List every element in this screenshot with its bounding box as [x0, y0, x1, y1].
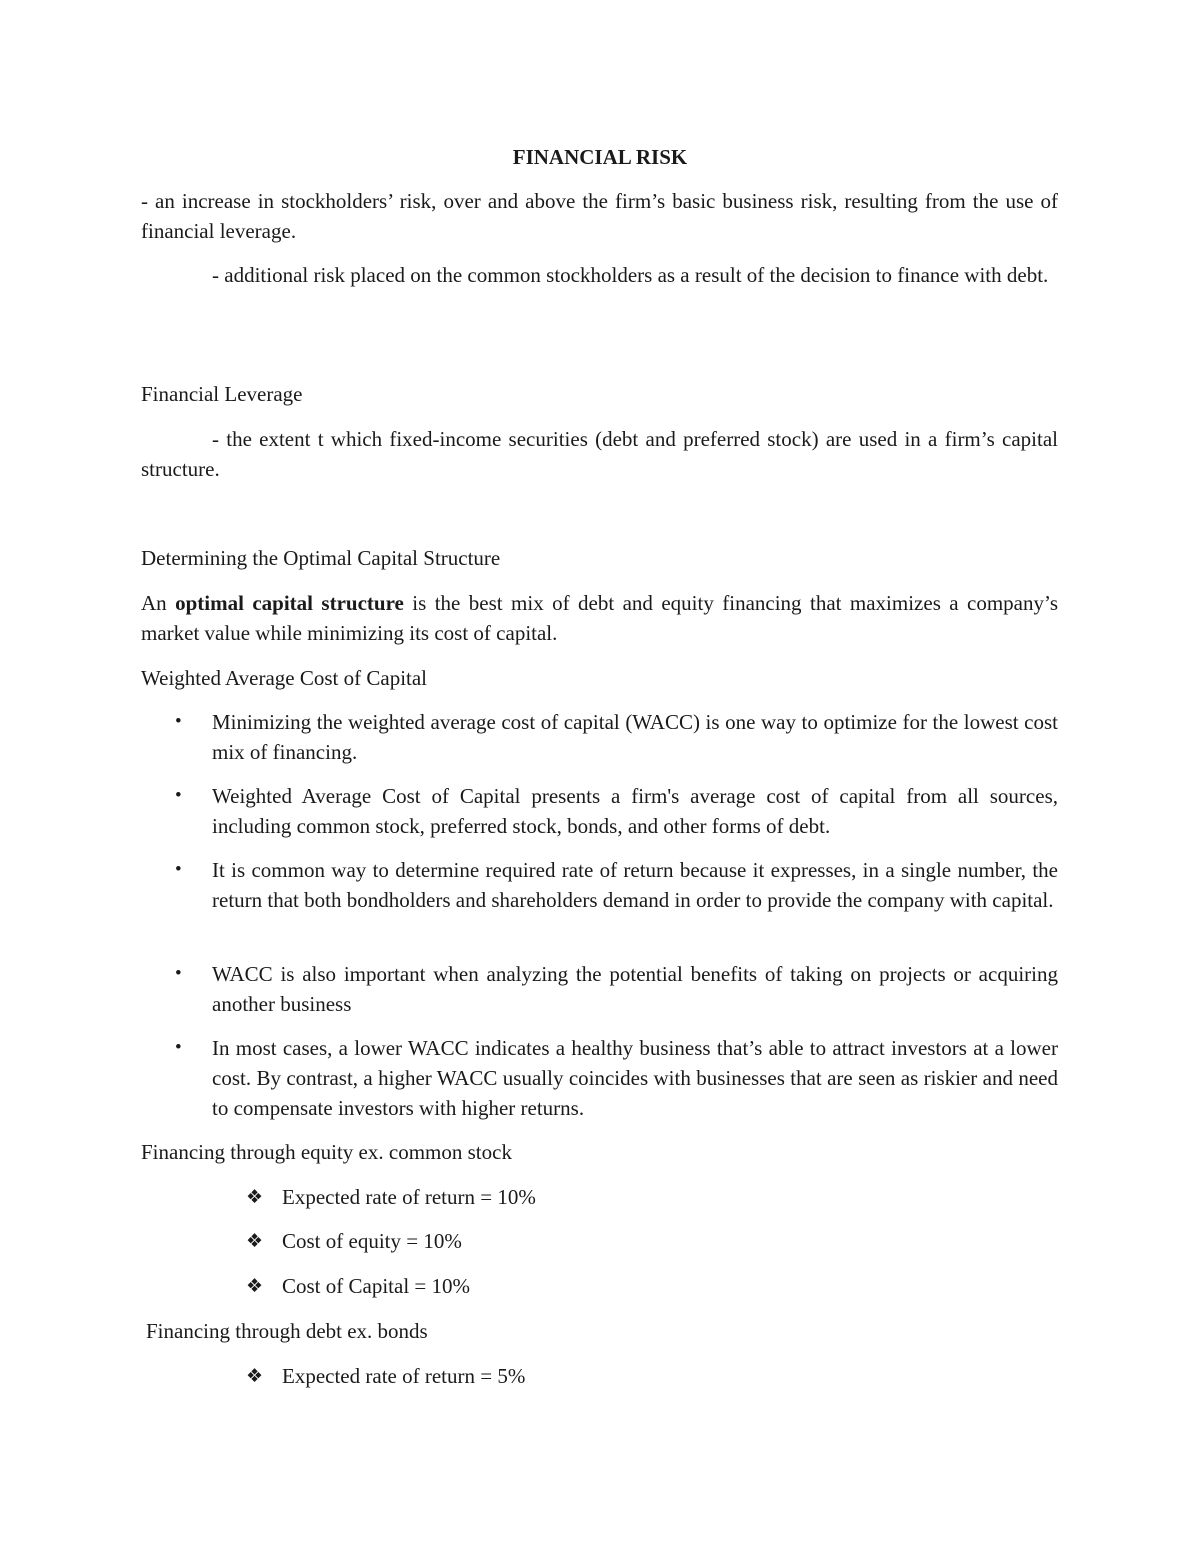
debt-financing-heading: Financing through debt ex. bonds	[146, 1319, 428, 1343]
page-title: FINANCIAL RISK	[512, 145, 688, 169]
wacc-bullet-item: WACC is also important when analyzing the potential benefits of taking on projects or acquiring another business	[212, 962, 1058, 1016]
optimal-structure-heading: Determining the Optimal Capital Structure	[141, 546, 501, 570]
optimal-post-text: is the best mix of debt and equity financing that maximizes a company’s market value while minimizing its cost of capital.	[141, 591, 1059, 645]
optimal-pre-text: An	[141, 591, 167, 615]
equity-financing-heading: Financing through equity ex. common stock	[141, 1140, 512, 1164]
bullet-icon: •	[175, 785, 182, 806]
debt-item: Expected rate of return = 5%	[282, 1364, 526, 1388]
wacc-bullet-item: Weighted Average Cost of Capital presents a firm's average cost of capital from all sources, including common stock, preferred stock, bonds, and other forms of debt.	[212, 784, 1058, 838]
wacc-bullet-item: In most cases, a lower WACC indicates a healthy business that’s able to attract investors at a lower cost. By contrast, a higher WACC usually coincides with businesses that are seen as riskier and need to compensate investors with higher returns.	[212, 1036, 1058, 1120]
bullet-icon: •	[175, 859, 182, 880]
diamond-bullet-icon: ❖	[246, 1230, 264, 1252]
bullet-icon: •	[175, 1037, 182, 1058]
optimal-bold-term: optimal capital structure	[175, 591, 404, 615]
financial-risk-definition-1: - an increase in stockholders’ risk, over and above the firm’s basic business risk, resulting from the use of financial leverage.	[141, 189, 1058, 243]
equity-item: Expected rate of return = 10%	[282, 1185, 536, 1209]
equity-item: Cost of equity = 10%	[282, 1229, 462, 1253]
wacc-bullet-item: Minimizing the weighted average cost of capital (WACC) is one way to optimize for the lowest cost mix of financing.	[212, 710, 1058, 764]
diamond-bullet-icon: ❖	[246, 1186, 264, 1208]
wacc-heading: Weighted Average Cost of Capital	[141, 666, 428, 690]
bullet-icon: •	[175, 963, 182, 984]
diamond-bullet-icon: ❖	[246, 1365, 264, 1387]
bullet-icon: •	[175, 711, 182, 732]
optimal-structure-paragraph	[141, 588, 1058, 648]
wacc-bullet-item: It is common way to determine required rate of return because it expresses, in a single number, the return that both bondholders and shareholders demand in order to provide the company with capital.	[212, 858, 1058, 912]
financial-leverage-definition: - the extent t which fixed-income securities (debt and preferred stock) are used in a firm’s capital structure.	[141, 427, 1058, 481]
diamond-bullet-icon: ❖	[246, 1275, 264, 1297]
financial-risk-definition-2: - additional risk placed on the common stockholders as a result of the decision to finance with debt.	[212, 263, 1049, 287]
equity-item: Cost of Capital = 10%	[282, 1274, 470, 1298]
financial-leverage-heading: Financial Leverage	[141, 382, 303, 406]
